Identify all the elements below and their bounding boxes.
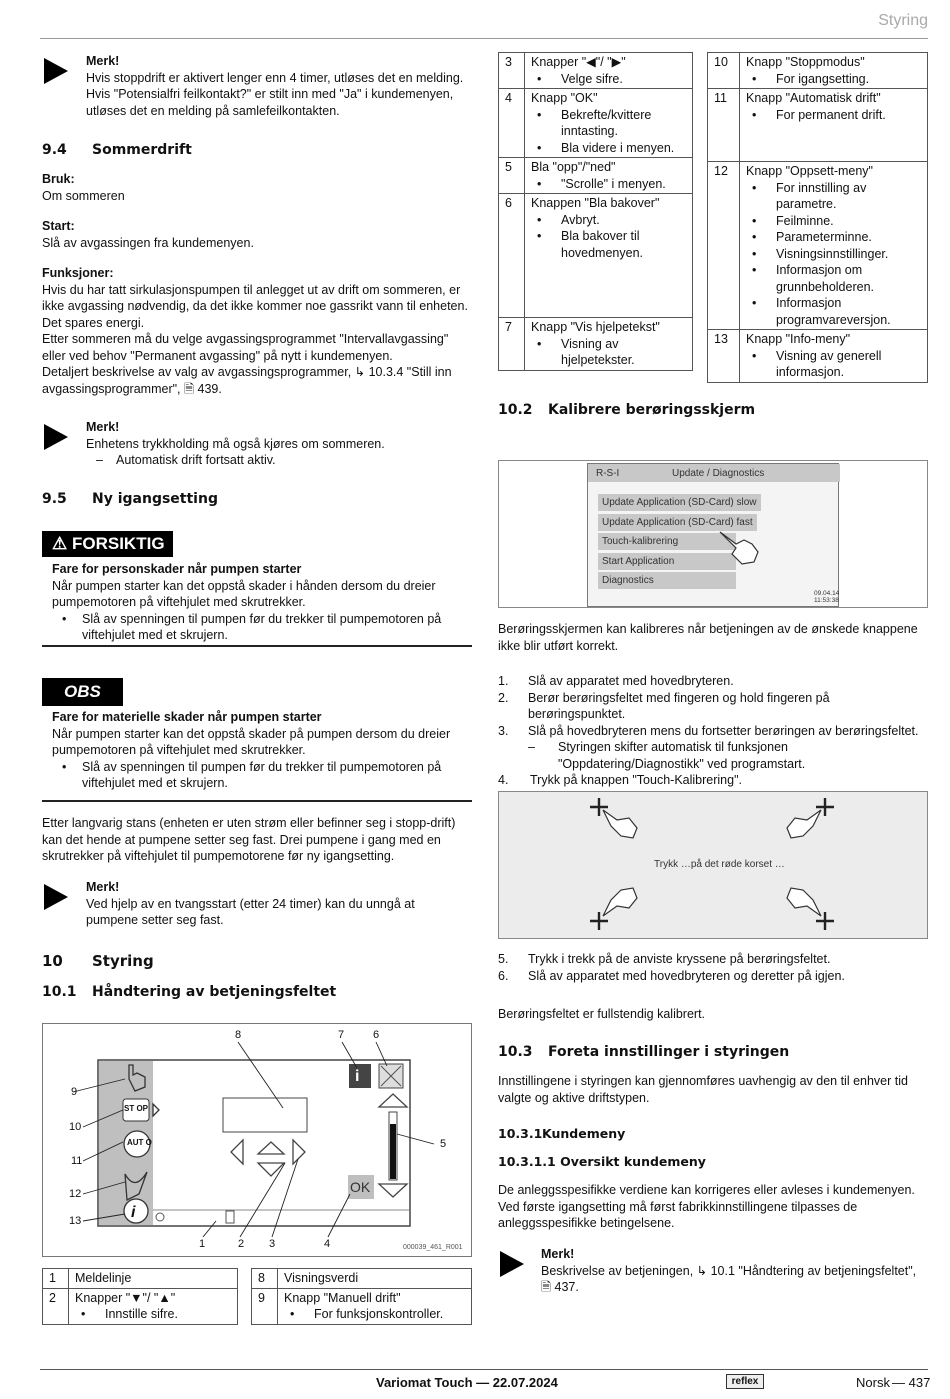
item-number: 10 <box>708 53 740 89</box>
item-label: Knapp "OK" <box>531 91 598 105</box>
item-number: 3 <box>499 53 525 89</box>
item-number: 4 <box>499 89 525 158</box>
item-sub: • Informasjon programvareversjon. <box>746 295 921 328</box>
calibration-steps-2 <box>498 951 928 984</box>
paragraph-10-3: Innstillingene i styringen kan gjennomføres uavhengig av den til enhver tid valgte og aktive driftstypen. <box>498 1074 908 1105</box>
item-number: 6 <box>499 194 525 318</box>
table-row <box>252 1269 472 1289</box>
note-1 <box>86 53 476 119</box>
item-label: Knapp "Oppsett-meny" <box>746 164 873 178</box>
step-item: 5. Trykk i trekk på de anviste kryssene på berøringsfeltet. <box>498 952 831 966</box>
callout-11: 11 <box>71 1155 83 1167</box>
section-heading-10-3: 10.3 Foreta innstillinger i styringen <box>498 1044 790 1060</box>
legend-table-c <box>498 52 693 371</box>
paragraph-stans: Etter langvarig stans (enheten er uten strøm eller befinner seg i stopp-drift) kan det hende at pumpene setter seg fast. Drei pumpene i gang med en skrutrekker på viftehjulet til pumpemotorene før ny igangsetting. <box>42 816 456 863</box>
callout-12: 12 <box>69 1188 82 1200</box>
sommerdrift-body <box>42 171 472 397</box>
callout-7: 7 <box>338 1029 345 1041</box>
item-number: 12 <box>708 162 740 330</box>
item-sub: • Avbryt. <box>531 212 686 229</box>
calibration-instruction: Trykk …på det røde korset … <box>654 859 785 870</box>
footer-product: Variomat Touch — 22.07.2024 <box>376 1375 558 1390</box>
item-label: Knapper "▼"/ "▲" <box>75 1290 176 1305</box>
item-label: Knapp "Vis hjelpetekst" <box>531 320 660 334</box>
note-arrow-icon <box>44 884 68 910</box>
item-sub: • For igangsetting. <box>746 71 921 88</box>
screen-brand: R-S-I <box>596 468 620 479</box>
note-4 <box>541 1246 921 1296</box>
callout-3: 3 <box>269 1238 276 1250</box>
item-sub: • Visning av hjelpetekster. <box>531 336 686 369</box>
section-heading-9-4: 9.4 Sommerdrift <box>42 142 192 158</box>
control-panel-figure <box>42 1023 472 1257</box>
note-title: Merk! <box>86 880 120 894</box>
item-number: 2 <box>43 1288 69 1324</box>
callout-5: 5 <box>440 1138 447 1150</box>
item-number: 1 <box>43 1269 69 1289</box>
step-item: 2. Berør berøringsfeltet med fingeren og hold fingeren på berøringspunktet. <box>498 690 830 721</box>
note-line: Hvis stoppdrift er aktivert lenger enn 4 timer, utløses det en melding. <box>86 70 464 85</box>
note-arrow-icon <box>500 1251 524 1277</box>
section-heading-10-2: 10.2 Kalibrere berøringsskjerm <box>498 402 756 418</box>
menu-item-update-fast[interactable]: Update Application (SD-Card) fast <box>598 514 757 531</box>
warning-rule <box>42 645 472 647</box>
auto-button-label: AUT O <box>127 1138 152 1147</box>
legend-table-a <box>42 1268 238 1325</box>
menu-item-touch-calibration[interactable]: Touch-kalibrering <box>598 533 736 550</box>
item-label: Knapp "Automatisk drift" <box>746 91 881 105</box>
step-item: 4. Trykk på knappen "Touch-Kalibrering". <box>498 773 742 787</box>
note-title: Merk! <box>86 54 120 68</box>
legend-table-d <box>707 52 928 383</box>
warning-bullet: • Slå av spenningen til pumpen før du trekker til pumpemotoren på viftehjulet med et skrujern. <box>52 611 472 644</box>
item-number: 11 <box>708 89 740 162</box>
note-arrow-icon <box>44 58 68 84</box>
callout-13: 13 <box>69 1215 82 1227</box>
calibration-figure-2 <box>498 791 928 939</box>
control-panel-drawing <box>43 1024 471 1256</box>
table-row <box>43 1269 238 1289</box>
item-label: Visningsverdi <box>278 1269 472 1289</box>
item-number: 9 <box>252 1288 278 1324</box>
item-label: Knapp "Stoppmodus" <box>746 55 865 69</box>
callout-9: 9 <box>71 1086 78 1098</box>
table-row <box>499 89 693 158</box>
item-sub: • Feilminne. <box>746 213 921 230</box>
warning-triangle-icon: ⚠ <box>52 534 68 553</box>
calibration-steps-1 <box>498 673 928 789</box>
item-sub: • Bla bakover til hovedmenyen. <box>531 228 686 261</box>
table-row <box>708 330 928 383</box>
table-row <box>499 158 693 194</box>
menu-item-update-slow[interactable]: Update Application (SD-Card) slow <box>598 494 761 511</box>
stop-button-label: ST OP <box>124 1104 149 1113</box>
item-number: 8 <box>252 1269 278 1289</box>
info-menu-icon: i <box>131 1204 136 1221</box>
step-dash-item: – Styringen skifter automatisk til funksjonen "Oppdatering/Diagnostikk" ved programstart. <box>528 740 806 771</box>
cross-reference[interactable]: Beskrivelse av betjeningen, ↳ 10.1 "Håndtering av betjeningsfeltet", 🗎 437. <box>541 1263 917 1294</box>
screen-datetime <box>814 590 839 604</box>
item-sub: • Bekrefte/kvittere inntasting. <box>531 107 686 140</box>
table-row <box>708 89 928 162</box>
table-row <box>708 162 928 330</box>
note-dash-item: – Automatisk drift fortsatt aktiv. <box>86 452 476 469</box>
text-bruk: Om sommeren <box>42 188 125 203</box>
step-item: 6. Slå av apparatet med hovedbryteren og deretter på igjen. <box>498 968 845 983</box>
paragraph: Hvis du har tatt sirkulasjonspumpen til anlegget ut av drift om sommeren, er ikke avgassing nødvendig, da det ikke kommer noe gassrikt vann til enheten. Det spares energi. <box>42 282 468 330</box>
obs-rule <box>42 800 472 802</box>
obs-bullet: • Slå av spenningen til pumpen før du trekker til pumpemotoren på viftehjulet med et skrujern. <box>52 759 472 792</box>
item-number: 5 <box>499 158 525 194</box>
item-label: Knappen "Bla bakover" <box>531 196 660 210</box>
figure-reference: 000039_461_R001 <box>403 1244 463 1251</box>
table-row <box>708 53 928 89</box>
note-line: Ved hjelp av en tvangsstart (etter 24 timer) kan du unngå at pumpene setter seg fast. <box>86 896 415 927</box>
table-row <box>43 1288 238 1324</box>
label-funksjoner: Funksjoner: <box>42 266 114 280</box>
note-title: Merk! <box>541 1247 575 1261</box>
paragraph-kalibrering: Berøringsskjermen kan kalibreres når betjeningen av de ønskede knappene ikke blir utført korrekt. <box>498 622 918 653</box>
item-sub: • Visning av generell informasjon. <box>746 348 921 381</box>
screen-title: Update / Diagnostics <box>672 468 765 479</box>
footer-rule <box>40 1369 928 1370</box>
note-line: Enhetens trykkholding må også kjøres om sommeren. <box>86 436 385 451</box>
obs-title: Fare for materielle skader når pumpen starter <box>52 710 322 724</box>
screen-date: 09.04.14 <box>814 590 840 597</box>
section-heading-10: 10 Styring <box>42 952 154 970</box>
note-line: Hvis "Potensialfri feilkontakt?" er stilt inn med "Ja" i kundemenyen, utløses det en melding på samlefeilkontakten. <box>86 87 454 118</box>
section-heading-10-3-1-1: 10.3.1.1 Oversikt kundemeny <box>498 1154 706 1169</box>
table-row <box>499 53 693 89</box>
menu-item-diagnostics[interactable]: Diagnostics <box>598 572 736 589</box>
item-sub: • Visningsinnstillinger. <box>746 246 921 263</box>
running-header: Styring <box>878 12 928 29</box>
header-rule <box>40 38 928 39</box>
note-title: Merk! <box>86 420 120 434</box>
table-row <box>252 1288 472 1324</box>
pointing-hand-icon <box>718 528 764 568</box>
calibration-figure-1 <box>498 460 928 608</box>
reflex-logo: reflex <box>726 1374 764 1389</box>
label-bruk: Bruk: <box>42 172 75 186</box>
label-start: Start: <box>42 219 75 233</box>
callout-4: 4 <box>324 1238 331 1250</box>
text-start: Slå av avgassingen fra kundemenyen. <box>42 235 254 250</box>
callout-8: 8 <box>235 1029 242 1041</box>
section-heading-10-3-1: 10.3.1Kundemeny <box>498 1126 626 1141</box>
warning-label: ⚠ FORSIKTIG <box>42 531 173 557</box>
item-label: Knapper "◀"/ "▶" <box>531 55 626 69</box>
callout-10: 10 <box>69 1121 82 1133</box>
step-item: 1. Slå av apparatet med hovedbryteren. <box>498 674 734 688</box>
item-number: 13 <box>708 330 740 383</box>
obs-text: Når pumpen starter kan det oppstå skader på pumpen dersom du dreier pumpemotoren på viftehjulet med skrutrekker. <box>52 726 451 757</box>
item-label: Knapp "Info-meny" <box>746 332 851 346</box>
item-label: Meldelinje <box>69 1269 238 1289</box>
item-label: Bla "opp"/"ned" <box>531 160 616 174</box>
footer-page-number: — 437 <box>892 1375 931 1390</box>
note-3 <box>86 879 466 929</box>
item-sub: • For permanent drift. <box>746 107 921 124</box>
item-sub: • Parameterminne. <box>746 229 921 246</box>
table-row <box>499 194 693 318</box>
step-item: 3. Slå på hovedbryteren mens du fortsetter berøringen av berøringsfeltet. <box>498 723 919 738</box>
warning-text: Når pumpen starter kan det oppstå skader i hånden dersom du dreier pumpemotoren på viftehjulet med skrutrekker. <box>52 578 436 609</box>
note-2 <box>86 419 476 469</box>
ok-button-label: OK <box>350 1179 371 1195</box>
item-sub: • "Scrolle" i menyen. <box>531 176 686 193</box>
callout-2: 2 <box>238 1238 245 1250</box>
section-heading-10-1: 10.1 Håndtering av betjeningsfeltet <box>42 984 337 1000</box>
item-sub: • For innstilling av parametre. <box>746 180 921 213</box>
footer-language: Norsk <box>856 1375 890 1390</box>
callout-6: 6 <box>373 1029 380 1041</box>
item-sub: • Informasjon om grunnbeholderen. <box>746 262 921 295</box>
obs-label: OBS <box>42 678 123 706</box>
callout-1: 1 <box>199 1238 206 1250</box>
info-icon: i <box>355 1068 360 1085</box>
item-number: 7 <box>499 318 525 371</box>
note-arrow-icon <box>44 424 68 450</box>
paragraph-10-3-1-1: De anleggsspesifikke verdiene kan korrigeres eller avleses i kundemenyen. Ved første igangsetting må først fabrikkinnstillingene tilpasses de anleggsspesifikke betingelsene. <box>498 1183 915 1230</box>
table-row <box>499 318 693 371</box>
obs-block <box>52 709 472 792</box>
legend-table-b <box>251 1268 472 1325</box>
warning-block <box>52 561 472 644</box>
paragraph-done: Berøringsfeltet er fullstendig kalibrert. <box>498 1007 706 1021</box>
menu-item-start-application[interactable]: Start Application <box>598 553 736 570</box>
item-sub: • Velge sifre. <box>531 71 686 88</box>
display-value-box <box>223 1098 307 1132</box>
item-sub: • Innstille sifre. <box>75 1306 231 1323</box>
item-sub: • Bla videre i menyen. <box>531 140 686 157</box>
warning-title: Fare for personskader når pumpen starter <box>52 562 302 576</box>
screen-time: 11:53:38 <box>814 597 839 605</box>
paragraph: Etter sommeren må du velge avgassingsprogrammet "Intervallavgassing" eller ved behov "Permanent avgassing" på nytt i kundemenyen. <box>42 332 449 363</box>
section-heading-9-5: 9.5 Ny igangsetting <box>42 491 218 507</box>
update-diagnostics-screen <box>587 463 839 607</box>
cross-reference[interactable]: Detaljert beskrivelse av valg av avgassingsprogrammer, ↳ 10.3.4 "Still inn avgassingsprogrammer", 🗎 439. <box>42 365 452 396</box>
item-label: Knapp "Manuell drift" <box>284 1290 401 1305</box>
item-sub: • For funksjonskontroller. <box>284 1306 465 1323</box>
